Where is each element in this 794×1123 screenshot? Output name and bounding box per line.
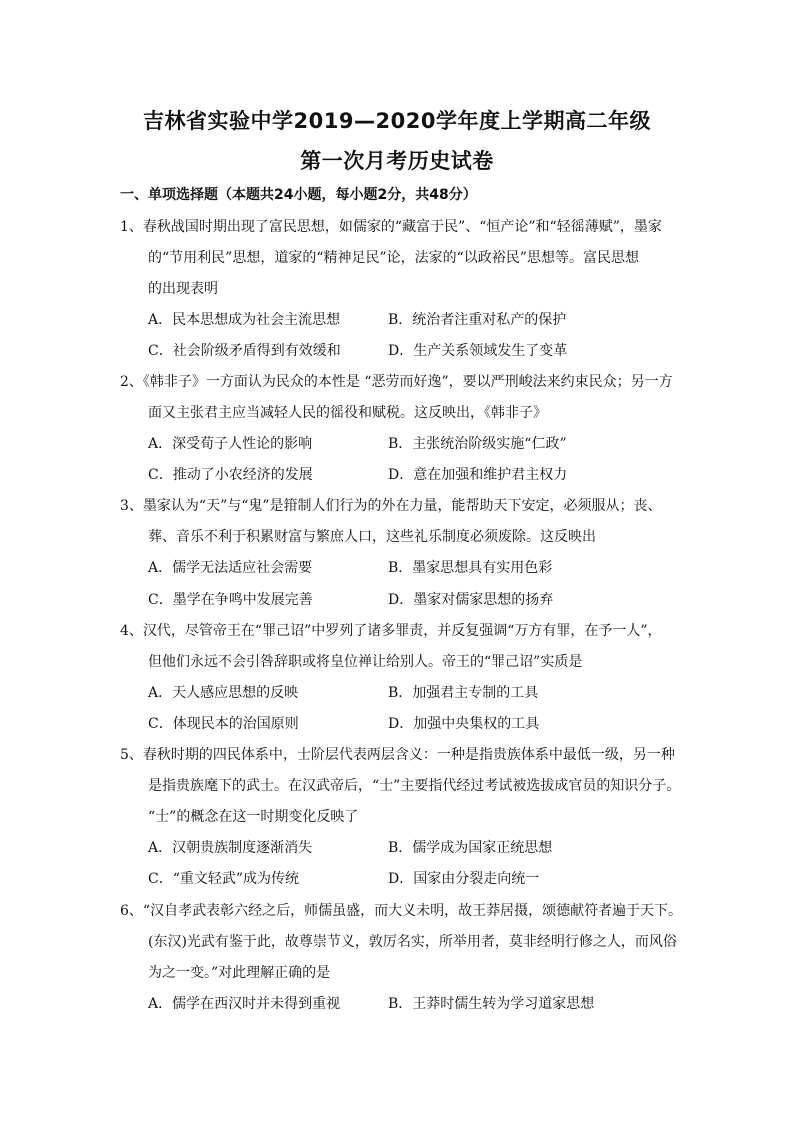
question-1-line-2: 的“节用利民”思想，道家的“精神足民”论，法家的“以政裕民”思想等。富民思想 xyxy=(148,250,639,266)
question-3-line-2: 葬、音乐不利于积累财富与繁庶人口，这些礼乐制度必须废除。这反映出 xyxy=(148,529,596,545)
question-2-option-a: A．深受荀子人性论的影响 xyxy=(148,436,313,452)
question-3-option-b: B．墨家思想具有实用色彩 xyxy=(388,560,553,576)
question-5-option-b: B．儒学成为国家正统思想 xyxy=(388,840,553,856)
question-4-line-1: 4、汉代，尽管帝王在“罪己诏”中罗列了诸多罪责，并反复强调“万方有罪，在予一人”， xyxy=(120,623,662,639)
question-6-option-a: A．儒学在西汉时并未得到重视 xyxy=(148,996,341,1012)
question-5-option-a: A．汉朝贵族制度逐渐消失 xyxy=(148,840,313,856)
question-1-option-d: D．生产关系领域发生了变革 xyxy=(388,343,568,359)
question-6-line-1: 6、“汉自孝武表彰六经之后，师儒虽盛，而大义未明，故王莽居摄，颂德献符者遍于天下。 xyxy=(120,903,683,919)
exam-title-line1: 吉林省实验中学2019—2020学年度上学期高二年级 xyxy=(143,109,651,133)
question-3-option-c: C．墨学在争鸣中发展完善 xyxy=(148,592,313,608)
question-5-option-c: C．“重文轻武”成为传统 xyxy=(148,871,300,887)
question-2-option-b: B．主张统治阶级实施“仁政” xyxy=(388,436,567,452)
question-1-line-1: 1、春秋战国时期出现了富民思想，如儒家的“藏富于民”、“恒产论”和“轻徭薄赋”，墨家 xyxy=(120,219,662,235)
question-2-option-d: D．意在加强和维护君主权力 xyxy=(388,467,568,483)
question-3-option-a: A．儒学无法适应社会需要 xyxy=(148,560,313,576)
question-6-line-2: (东汉)光武有鉴于此，故尊崇节义，敦厉名实，所举用者，莫非经明行修之人，而风俗 xyxy=(148,934,677,950)
question-4-option-a: A．天人感应思想的反映 xyxy=(148,685,299,701)
question-1-line-3: 的出现表明 xyxy=(148,281,218,297)
question-2-line-2: 面又主张君主应当减轻人民的徭役和赋税。这反映出，《韩非子》 xyxy=(148,405,547,421)
question-5-line-3: “士”的概念在这一时期变化反映了 xyxy=(148,809,359,825)
question-3-option-d: D．墨家对儒家思想的扬弃 xyxy=(388,592,554,608)
section-heading: 一、单项选择题（本题共24小题，每小题2分，共48分） xyxy=(120,187,477,203)
exam-title-line2: 第一次月考历史试卷 xyxy=(300,149,494,173)
question-1-option-c: C．社会阶级矛盾得到有效缓和 xyxy=(148,343,341,359)
question-4-option-b: B．加强君主专制的工具 xyxy=(388,685,539,701)
question-2-line-1: 2、《韩非子》一方面认为民众的本性是 “恶劳而好逸”，要以严刑峻法来约束民众；另一方 xyxy=(120,374,673,390)
question-5-line-2: 是指贵族麾下的武士。在汉武帝后，“士”主要指代经过考试被选拔成官员的知识分子。 xyxy=(148,778,681,794)
question-5-line-1: 5、春秋时期的四民体系中，士阶层代表两层含义：一种是指贵族体系中最低一级，另一种 xyxy=(120,747,675,763)
question-1-option-b: B．统治者注重对私产的保护 xyxy=(388,312,567,328)
question-3-line-1: 3、墨家认为“天”与“鬼”是箝制人们行为的外在力量，能帮助天下安定，必须服从；丧、 xyxy=(120,498,662,514)
question-5-option-d: D．国家由分裂走向统一 xyxy=(388,871,540,887)
question-4-option-c: C．体现民本的治国原则 xyxy=(148,716,299,732)
question-1-option-a: A．民本思想成为社会主流思想 xyxy=(148,312,341,328)
question-4-option-d: D．加强中央集权的工具 xyxy=(388,716,540,732)
question-6-option-b: B．王莽时儒生转为学习道家思想 xyxy=(388,996,595,1012)
question-4-line-2: 但他们永远不会引咎辞职或将皇位禅让给别人。帝王的“罪己诏”实质是 xyxy=(148,654,583,670)
question-2-option-c: C．推动了小农经济的发展 xyxy=(148,467,313,483)
question-6-line-3: 为之一变。”对此理解正确的是 xyxy=(148,965,331,981)
